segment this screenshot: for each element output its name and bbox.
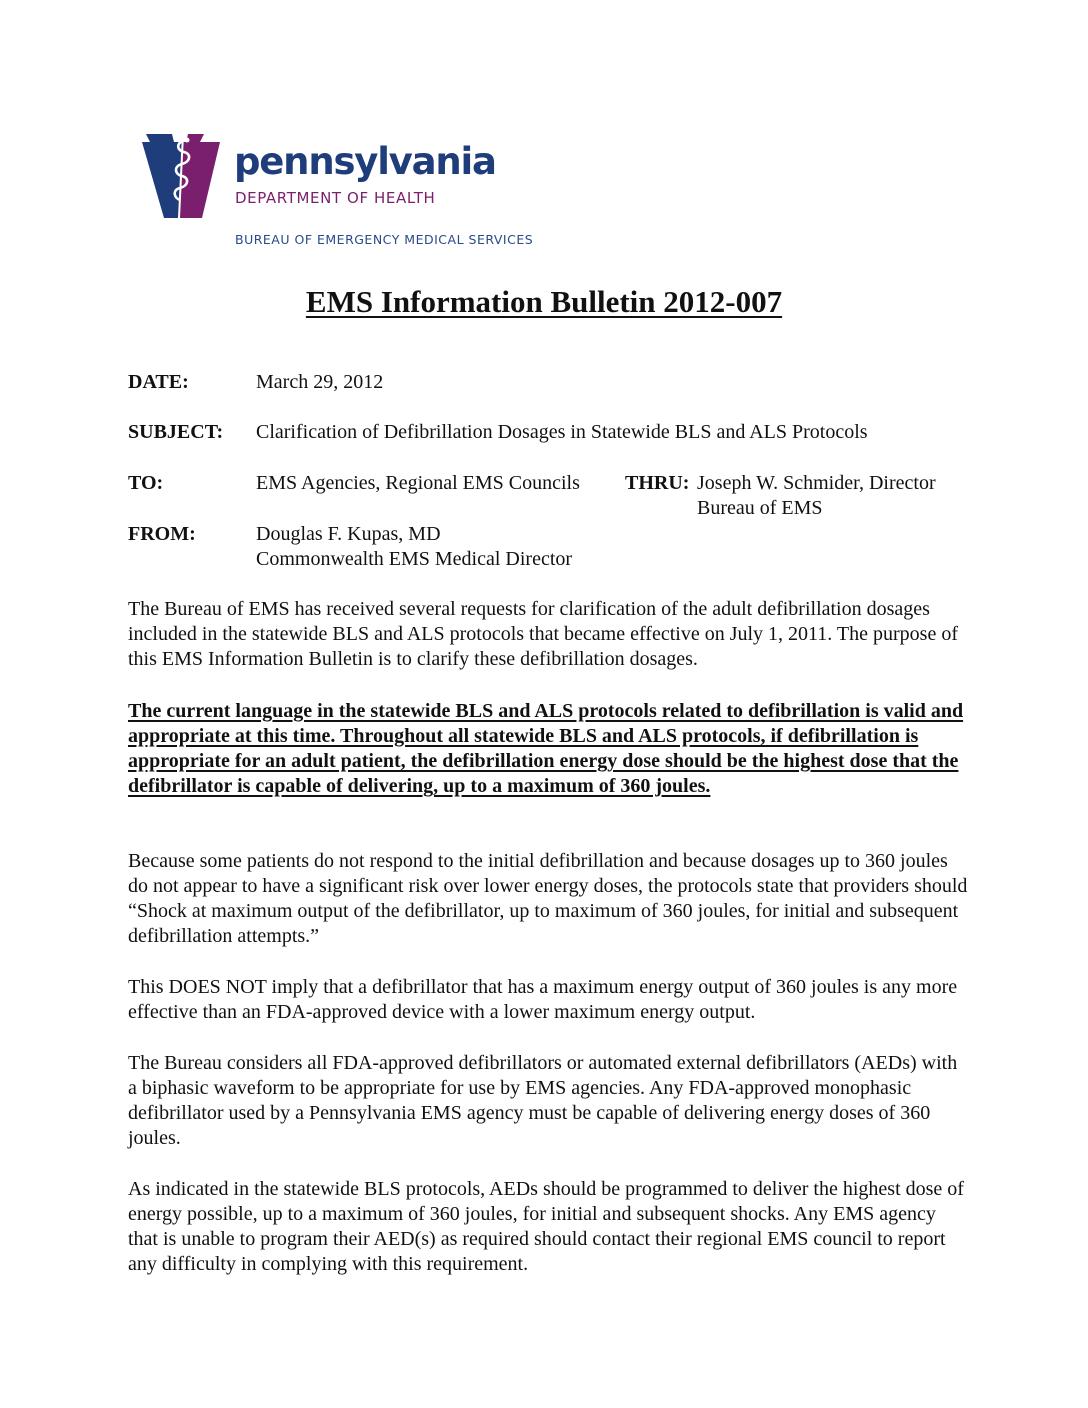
date-value: March 29, 2012 (256, 371, 384, 393)
to-value: EMS Agencies, Regional EMS Councils (256, 472, 580, 494)
body-paragraph-intro: The Bureau of EMS has received several requests for clarification of the adult defibrillation dosages included in the statewide BLS and ALS protocols that became effective on July 1, 2011. The purpose of this EMS Information Bulletin is to clarify these defibrillation dosages. (128, 598, 958, 670)
bulletin-title (0, 284, 1088, 320)
bulletin-title-text: EMS Information Bulletin 2012-007 (305, 284, 783, 319)
from-label: FROM: (128, 523, 196, 545)
thru-name: Joseph W. Schmider, Director (697, 472, 936, 494)
thru-office: Bureau of EMS (697, 497, 823, 519)
body-paragraph-aed-programming: As indicated in the statewide BLS protocols, AEDs should be programmed to deliver the highest dose of energy possible, up to a maximum of 360 joules, for initial and subsequent shocks. Any EMS agency that is unable to program their AED(s) as required should contact their regional EMS council to report any difficulty in complying with this requirement. (128, 1178, 964, 1275)
subject-label: SUBJECT: (128, 421, 224, 443)
body-paragraph-key-statement: The current language in the statewide BLS and ALS protocols related to defibrillation is valid and appropriate at this time. Throughout all statewide BLS and ALS protocols, if defibrillation is appropriate for an adult patient, the defibrillation energy dose should be the highest dose that the defibrillator is capable of delivering, up to a maximum of 360 joules. (128, 700, 964, 797)
pa-doh-logo (142, 130, 602, 255)
body-paragraph-fda-devices: The Bureau considers all FDA-approved defibrillators or automated external defibrillators (AEDs) with a biphasic waveform to be appropriate for use by EMS agencies. Any FDA-approved monophasic defibrillator used by a Pennsylvania EMS agency must be capable of delivering energy doses of 360 joules. (128, 1052, 958, 1149)
logo-bureau: BUREAU OF EMERGENCY MEDICAL SERVICES (235, 232, 534, 247)
body-paragraph-clarification: This DOES NOT imply that a defibrillator that has a maximum energy output of 360 joules is any more effective than an FDA-approved device with a lower maximum energy output. (128, 976, 958, 1023)
logo-wordmark: pennsylvania (234, 140, 496, 183)
body-paragraph-rationale: Because some patients do not respond to the initial defibrillation and because dosages up to 360 joules do not appear to have a significant risk over lower energy doses, the protocols state that providers should “Shock at maximum output of the defibrillator, up to maximum of 360 joules, for initial and subsequent defibrillation attempts.” (128, 850, 968, 947)
keystone-caduceus-icon (142, 130, 220, 218)
from-title: Commonwealth EMS Medical Director (256, 548, 573, 570)
to-label: TO: (128, 472, 164, 494)
logo-department: DEPARTMENT OF HEALTH (235, 189, 436, 207)
thru-label: THRU: (625, 472, 690, 494)
date-label: DATE: (128, 371, 189, 393)
subject-value: Clarification of Defibrillation Dosages in Statewide BLS and ALS Protocols (256, 421, 868, 443)
from-name: Douglas F. Kupas, MD (256, 523, 441, 545)
